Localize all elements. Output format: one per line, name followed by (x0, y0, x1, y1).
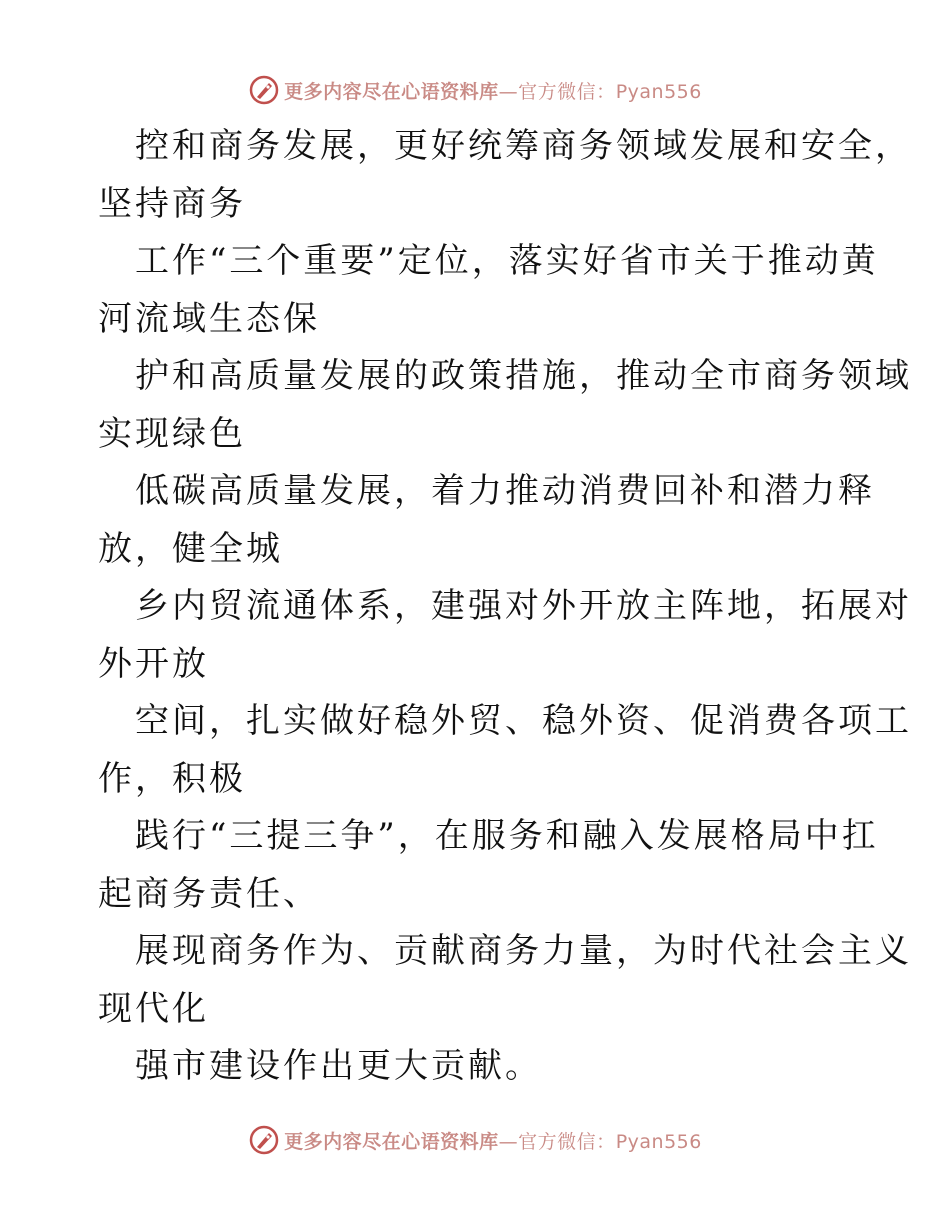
header-watermark-id: Pyan556 (615, 80, 702, 103)
body-line-14: 起商务责任、 (98, 873, 320, 914)
footer-watermark (0, 1123, 950, 1157)
footer-watermark-main: 更多内容尽在心语资料库 (284, 1130, 499, 1153)
pen-nib-logo-icon (248, 74, 280, 106)
body-line-17: 强市建设作出更大贡献。 (135, 1046, 542, 1086)
body-line-16: 现代化 (98, 988, 209, 1029)
body-line-10: 外开放 (98, 643, 209, 684)
pen-nib-logo-icon (248, 1124, 280, 1156)
header-watermark-text (284, 77, 702, 104)
body-line-15: 展现商务作为、贡献商务力量，为时代社会主义 (135, 931, 912, 971)
body-line-6: 实现绿色 (98, 413, 246, 454)
body-line-3: 工作“三个重要”定位，落实好省市关于推动黄 (135, 241, 879, 281)
body-line-9: 乡内贸流通体系，建强对外开放主阵地，拓展对 (135, 586, 912, 626)
document-body (98, 118, 912, 1096)
body-line-8: 放，健全城 (98, 528, 283, 569)
footer-watermark-id: Pyan556 (615, 1130, 702, 1153)
body-line-1: 控和商务发展，更好统筹商务领域发展和安全， (135, 126, 912, 166)
footer-watermark-sep: — (498, 1130, 519, 1153)
body-line-12: 作，积极 (98, 758, 246, 799)
body-line-7: 低碳高质量发展，着力推动消费回补和潜力释 (135, 471, 875, 511)
body-line-4: 河流域生态保 (98, 298, 320, 339)
body-line-2: 坚持商务 (98, 183, 246, 224)
footer-watermark-wechat: 官方微信： (518, 1130, 616, 1153)
header-watermark-main: 更多内容尽在心语资料库 (284, 80, 499, 103)
body-line-13: 践行“三提三争”，在服务和融入发展格局中扛 (135, 816, 879, 856)
header-watermark-wechat: 官方微信： (518, 80, 616, 103)
body-line-11: 空间，扎实做好稳外贸、稳外资、促消费各项工 (135, 701, 912, 741)
footer-watermark-text (284, 1127, 702, 1154)
body-line-5: 护和高质量发展的政策措施，推动全市商务领域 (135, 356, 912, 396)
header-watermark-sep: — (498, 80, 519, 103)
header-watermark (0, 73, 950, 107)
